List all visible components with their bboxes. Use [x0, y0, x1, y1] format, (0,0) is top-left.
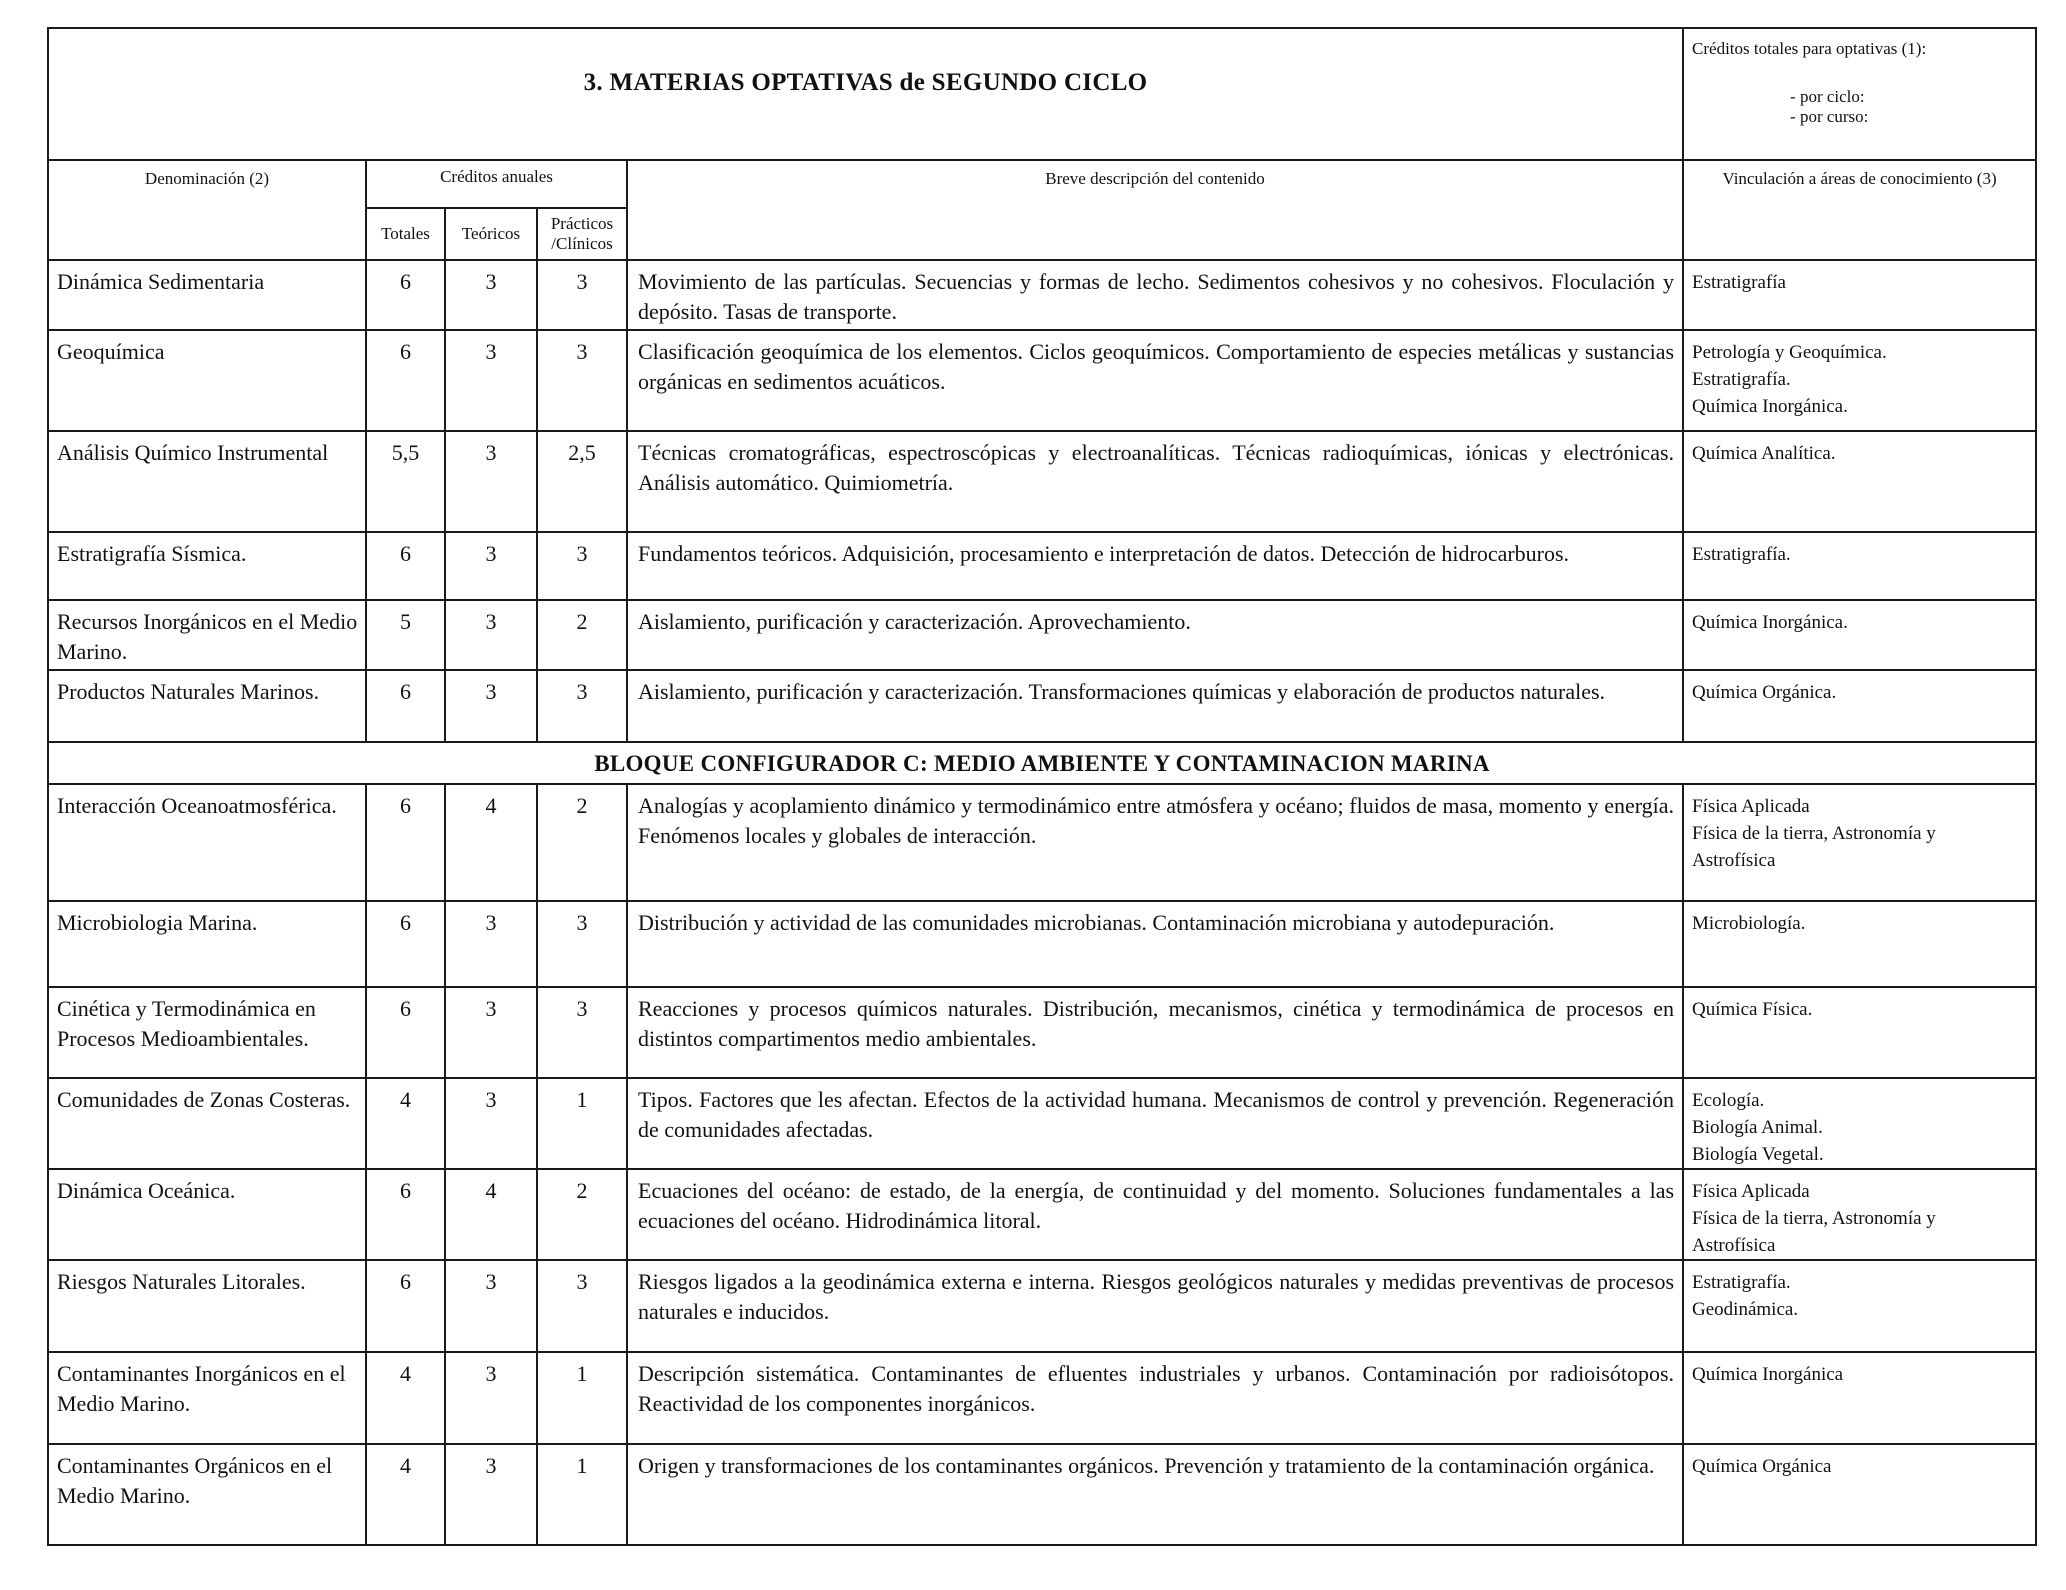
- subject-name: Dinámica Sedimentaria: [48, 260, 366, 330]
- col-header-practicos-line2: /Clínicos: [551, 234, 613, 253]
- col-header-creditos: Créditos anuales: [366, 160, 627, 208]
- subject-name: Cinética y Termodinámica en Procesos Medioambientales.: [48, 987, 366, 1078]
- knowledge-areas: [1683, 330, 2036, 431]
- col-header-descripcion: Breve descripción del contenido: [627, 160, 1683, 260]
- optional-subjects-table: [47, 27, 2037, 1546]
- content-description: Fundamentos teóricos. Adquisición, procesamiento e interpretación de datos. Detección de hidrocarburos.: [627, 532, 1683, 600]
- table-row: [48, 600, 2036, 670]
- credits-teoricos: 4: [445, 1169, 537, 1260]
- credits-practicos: 3: [537, 1260, 627, 1352]
- credits-practicos: 3: [537, 330, 627, 431]
- content-description: Aislamiento, purificación y caracterización. Aprovechamiento.: [627, 600, 1683, 670]
- table-row: [48, 260, 2036, 330]
- credits-teoricos: 3: [445, 1078, 537, 1169]
- credits-totales: 6: [366, 784, 445, 901]
- subject-name: Geoquímica: [48, 330, 366, 431]
- credits-practicos: 3: [537, 260, 627, 330]
- content-description: Riesgos ligados a la geodinámica externa e interna. Riesgos geológicos naturales y medidas preventivas de procesos naturales e inducidos.: [627, 1260, 1683, 1352]
- content-description: Movimiento de las partículas. Secuencias y formas de lecho. Sedimentos cohesivos y no cohesivos. Floculación y depósito. Tasas de transporte.: [627, 260, 1683, 330]
- table-row: [48, 784, 2036, 901]
- credits-totales: 6: [366, 532, 445, 600]
- knowledge-area-item: Geodinámica.: [1692, 1299, 1799, 1320]
- subject-name: Estratigrafía Sísmica.: [48, 532, 366, 600]
- knowledge-area-item: Química Física.: [1692, 999, 1813, 1020]
- credits-totales: 6: [366, 260, 445, 330]
- credits-teoricos: 3: [445, 532, 537, 600]
- knowledge-area-item: Ecología.: [1692, 1090, 1765, 1111]
- table-row: [48, 1444, 2036, 1545]
- knowledge-areas: [1683, 1078, 2036, 1169]
- credits-note-label: Créditos totales para optativas (1):: [1692, 39, 1927, 58]
- credits-practicos: 1: [537, 1078, 627, 1169]
- content-description: Clasificación geoquímica de los elementos. Ciclos geoquímicos. Comportamiento de especies metálicas y sustancias orgánicas en sedimentos acuáticos.: [627, 330, 1683, 431]
- knowledge-area-item: Física Aplicada: [1692, 796, 1810, 817]
- knowledge-area-item: Física Aplicada: [1692, 1181, 1810, 1202]
- credits-teoricos: 3: [445, 987, 537, 1078]
- knowledge-area-item: Biología Animal.: [1692, 1117, 1823, 1138]
- table-row: [48, 987, 2036, 1078]
- content-description: Ecuaciones del océano: de estado, de la energía, de continuidad y del momento. Soluciones fundamentales a las ecuaciones del océano. Hidrodinámica litoral.: [627, 1169, 1683, 1260]
- credits-practicos: 2: [537, 600, 627, 670]
- knowledge-area-item: Estratigrafía.: [1692, 369, 1791, 390]
- credits-teoricos: 3: [445, 600, 537, 670]
- credits-totales: 6: [366, 1169, 445, 1260]
- col-header-denominacion: Denominación (2): [48, 160, 366, 260]
- subject-name: Interacción Oceanoatmosférica.: [48, 784, 366, 901]
- page-title: 3. MATERIAS OPTATIVAS de SEGUNDO CICLO: [583, 69, 1148, 96]
- knowledge-areas: [1683, 784, 2036, 901]
- content-description: Técnicas cromatográficas, espectroscópicas y electroanalíticas. Técnicas radioquímicas, iónicas y electrónicas. Análisis automático. Quimiometría.: [627, 431, 1683, 532]
- table-row: [48, 901, 2036, 987]
- credits-totales: 6: [366, 987, 445, 1078]
- subject-name: Dinámica Oceánica.: [48, 1169, 366, 1260]
- knowledge-area-item: Física de la tierra, Astronomía y: [1692, 1208, 1936, 1229]
- credits-teoricos: 3: [445, 1260, 537, 1352]
- credits-totales: 6: [366, 1260, 445, 1352]
- credits-teoricos: 3: [445, 431, 537, 532]
- subject-name: Contaminantes Orgánicos en el Medio Marino.: [48, 1444, 366, 1545]
- content-description: Origen y transformaciones de los contaminantes orgánicos. Prevención y tratamiento de la contaminación orgánica.: [627, 1444, 1683, 1545]
- knowledge-areas: [1683, 987, 2036, 1078]
- credits-teoricos: 3: [445, 1352, 537, 1444]
- subject-name: Microbiologia Marina.: [48, 901, 366, 987]
- knowledge-areas: [1683, 260, 2036, 330]
- col-header-teoricos: Teóricos: [445, 208, 537, 260]
- block-c-heading: BLOQUE CONFIGURADOR C: MEDIO AMBIENTE Y CONTAMINACION MARINA: [48, 742, 2036, 784]
- knowledge-area-item: Física de la tierra, Astronomía y: [1692, 823, 1936, 844]
- knowledge-area-item: Química Analítica.: [1692, 443, 1836, 464]
- credits-por-ciclo: - por ciclo:: [1790, 87, 1865, 106]
- table-row: [48, 431, 2036, 532]
- content-description: Analogías y acoplamiento dinámico y termodinámico entre atmósfera y océano; fluidos de masa, momento y energía. Fenómenos locales y globales de interacción.: [627, 784, 1683, 901]
- subject-name: Riesgos Naturales Litorales.: [48, 1260, 366, 1352]
- table-row: [48, 1169, 2036, 1260]
- knowledge-area-item: Estratigrafía.: [1692, 544, 1791, 565]
- content-description: Aislamiento, purificación y caracterización. Transformaciones químicas y elaboración de productos naturales.: [627, 670, 1683, 742]
- credits-totales: 6: [366, 670, 445, 742]
- col-header-vinculacion: Vinculación a áreas de conocimiento (3): [1683, 160, 2036, 260]
- knowledge-areas: [1683, 670, 2036, 742]
- knowledge-area-item: Química Orgánica.: [1692, 682, 1837, 703]
- col-header-totales: Totales: [366, 208, 445, 260]
- credits-totales: 5,5: [366, 431, 445, 532]
- content-description: Tipos. Factores que les afectan. Efectos de la actividad humana. Mecanismos de control y prevención. Regeneración de comunidades afectadas.: [627, 1078, 1683, 1169]
- credits-teoricos: 3: [445, 330, 537, 431]
- subject-name: Contaminantes Inorgánicos en el Medio Marino.: [48, 1352, 366, 1444]
- knowledge-area-item: Estratigrafía: [1692, 272, 1786, 293]
- credits-practicos: 3: [537, 987, 627, 1078]
- credits-practicos: 1: [537, 1444, 627, 1545]
- knowledge-areas: [1683, 1260, 2036, 1352]
- knowledge-areas: [1683, 431, 2036, 532]
- credits-practicos: 2: [537, 784, 627, 901]
- content-description: Reacciones y procesos químicos naturales. Distribución, mecanismos, cinética y termodinámica de procesos en distintos compartimentos medio ambientales.: [627, 987, 1683, 1078]
- table-row: [48, 1352, 2036, 1444]
- table-row: [48, 330, 2036, 431]
- credits-teoricos: 3: [445, 670, 537, 742]
- knowledge-areas: [1683, 1444, 2036, 1545]
- knowledge-areas: [1683, 532, 2036, 600]
- credits-practicos: 2,5: [537, 431, 627, 532]
- credits-totales: 4: [366, 1352, 445, 1444]
- knowledge-area-item: Microbiología.: [1692, 913, 1806, 934]
- credits-por-curso: - por curso:: [1790, 107, 1869, 126]
- knowledge-area-item: Petrología y Geoquímica.: [1692, 342, 1887, 363]
- knowledge-areas: [1683, 901, 2036, 987]
- subject-name: Análisis Químico Instrumental: [48, 431, 366, 532]
- knowledge-area-item: Química Orgánica: [1692, 1456, 1832, 1477]
- subject-name: Recursos Inorgánicos en el Medio Marino.: [48, 600, 366, 670]
- table-row: [48, 1260, 2036, 1352]
- knowledge-areas: [1683, 600, 2036, 670]
- knowledge-area-item: Estratigrafía.: [1692, 1272, 1791, 1293]
- credits-practicos: 3: [537, 532, 627, 600]
- table-row: [48, 532, 2036, 600]
- content-description: Descripción sistemática. Contaminantes de efluentes industriales y urbanos. Contaminación por radioisótopos. Reactividad de los componentes inorgánicos.: [627, 1352, 1683, 1444]
- title-cell: [48, 28, 1683, 160]
- credits-practicos: 3: [537, 670, 627, 742]
- knowledge-areas: [1683, 1169, 2036, 1260]
- knowledge-area-item: Astrofísica: [1692, 1235, 1776, 1256]
- knowledge-area-item: Química Inorgánica.: [1692, 612, 1848, 633]
- credits-totales: 4: [366, 1078, 445, 1169]
- credits-teoricos: 4: [445, 784, 537, 901]
- knowledge-area-item: Química Inorgánica.: [1692, 396, 1848, 417]
- credits-teoricos: 3: [445, 901, 537, 987]
- credits-teoricos: 3: [445, 1444, 537, 1545]
- credits-totales: 6: [366, 901, 445, 987]
- col-header-practicos: [537, 208, 627, 260]
- credits-totales: 5: [366, 600, 445, 670]
- block-row: [48, 742, 2036, 784]
- content-description: Distribución y actividad de las comunidades microbianas. Contaminación microbiana y autodepuración.: [627, 901, 1683, 987]
- col-header-practicos-line1: Prácticos: [550, 214, 614, 233]
- knowledge-area-item: Biología Vegetal.: [1692, 1144, 1824, 1165]
- table-row: [48, 670, 2036, 742]
- credits-practicos: 2: [537, 1169, 627, 1260]
- knowledge-area-item: Astrofísica: [1692, 850, 1776, 871]
- knowledge-area-item: Química Inorgánica: [1692, 1364, 1844, 1385]
- credits-practicos: 1: [537, 1352, 627, 1444]
- subject-name: Productos Naturales Marinos.: [48, 670, 366, 742]
- credits-note: [1683, 28, 2036, 160]
- credits-practicos: 3: [537, 901, 627, 987]
- credits-totales: 4: [366, 1444, 445, 1545]
- table-row: [48, 1078, 2036, 1169]
- subject-name: Comunidades de Zonas Costeras.: [48, 1078, 366, 1169]
- credits-totales: 6: [366, 330, 445, 431]
- knowledge-areas: [1683, 1352, 2036, 1444]
- credits-teoricos: 3: [445, 260, 537, 330]
